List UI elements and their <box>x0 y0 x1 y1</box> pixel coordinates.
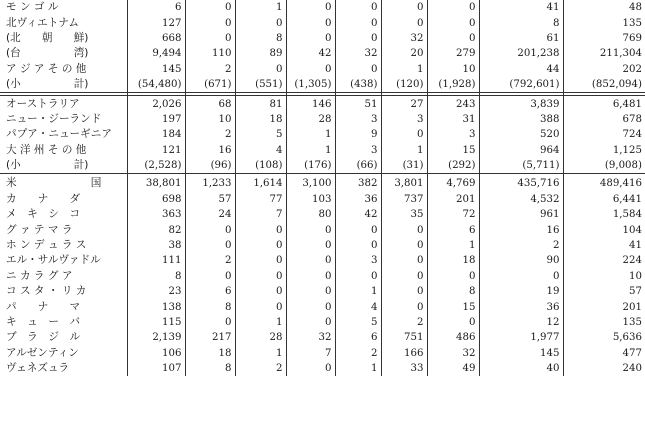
value-cell: 8 <box>185 299 235 314</box>
value-cell: 32 <box>381 31 427 46</box>
value-cell: 3 <box>381 112 427 127</box>
value-cell: 668 <box>127 31 185 46</box>
value-cell: 0 <box>381 284 427 299</box>
value-cell: 1,125 <box>563 143 645 158</box>
value-cell: 38 <box>127 238 185 253</box>
value-cell: 724 <box>563 127 645 142</box>
value-cell: (792,601) <box>479 77 563 93</box>
value-cell: 0 <box>235 62 286 77</box>
value-cell: 0 <box>381 0 427 15</box>
value-cell: 104 <box>563 222 645 237</box>
value-cell: 0 <box>286 269 335 284</box>
value-cell: 42 <box>335 207 381 222</box>
value-cell: 33 <box>381 361 427 376</box>
value-cell: 16 <box>185 143 235 158</box>
value-cell: 146 <box>286 96 335 112</box>
table-row <box>0 315 645 330</box>
row-label: キ ュ ー バ <box>6 316 81 328</box>
value-cell: 3,801 <box>381 176 427 191</box>
value-cell: 0 <box>286 253 335 268</box>
value-cell: 115 <box>127 315 185 330</box>
value-cell: 0 <box>286 238 335 253</box>
value-cell: 0 <box>381 299 427 314</box>
value-cell: 4,769 <box>427 176 479 191</box>
value-cell: 0 <box>185 269 235 284</box>
value-cell: 0 <box>381 127 427 142</box>
value-cell: 0 <box>427 315 479 330</box>
value-cell: 0 <box>381 253 427 268</box>
value-cell: 135 <box>563 15 645 30</box>
row-label: ニュー・ジーランド <box>6 112 102 125</box>
value-cell: 201 <box>427 192 479 207</box>
value-cell: 224 <box>563 253 645 268</box>
table-row <box>0 15 645 30</box>
value-cell: 0 <box>235 284 286 299</box>
value-cell: 3,100 <box>286 176 335 191</box>
value-cell: 32 <box>286 330 335 345</box>
table-row <box>0 158 645 174</box>
value-cell: (96) <box>185 158 235 174</box>
value-cell: 2,026 <box>127 96 185 112</box>
row-label: エル・サルヴァドル <box>6 254 101 267</box>
value-cell: 698 <box>127 192 185 207</box>
value-cell: 0 <box>185 15 235 30</box>
value-cell: 240 <box>563 361 645 376</box>
value-cell: (108) <box>235 158 286 174</box>
value-cell: 103 <box>286 192 335 207</box>
value-cell: (1,305) <box>286 77 335 93</box>
value-cell: 5 <box>335 315 381 330</box>
row-label: ア ジ ア そ の 他 <box>6 62 87 75</box>
value-cell: 36 <box>479 299 563 314</box>
value-cell: (176) <box>286 158 335 174</box>
value-cell: 16 <box>479 222 563 237</box>
value-cell: (292) <box>427 158 479 174</box>
value-cell: 8 <box>185 361 235 376</box>
value-cell: 3,839 <box>479 96 563 112</box>
value-cell: 10 <box>427 62 479 77</box>
value-cell: 1,977 <box>479 330 563 345</box>
value-cell: 197 <box>127 112 185 127</box>
value-cell: 0 <box>427 0 479 15</box>
value-cell: 44 <box>479 62 563 77</box>
value-cell: 15 <box>427 143 479 158</box>
value-cell: 31 <box>427 112 479 127</box>
value-cell: (54,480) <box>127 77 185 93</box>
value-cell: 35 <box>381 207 427 222</box>
value-cell: 127 <box>127 15 185 30</box>
value-cell: 0 <box>381 269 427 284</box>
value-cell: 0 <box>286 361 335 376</box>
table-row <box>0 330 645 345</box>
value-cell: 964 <box>479 143 563 158</box>
value-cell: 0 <box>335 62 381 77</box>
value-cell: (2,528) <box>127 158 185 174</box>
value-cell: 217 <box>185 330 235 345</box>
table-row <box>0 253 645 268</box>
value-cell: 41 <box>479 0 563 15</box>
value-cell: 57 <box>185 192 235 207</box>
value-cell: 10 <box>185 112 235 127</box>
value-cell: 737 <box>381 192 427 207</box>
value-cell: 1 <box>335 284 381 299</box>
value-cell: 0 <box>335 15 381 30</box>
value-cell: 388 <box>479 112 563 127</box>
value-cell: 1,614 <box>235 176 286 191</box>
value-cell: (852,094) <box>563 77 645 93</box>
value-cell: (1,928) <box>427 77 479 93</box>
value-cell: 3 <box>335 253 381 268</box>
row-label: オーストラリア <box>6 97 80 110</box>
value-cell: 0 <box>286 222 335 237</box>
value-cell: 80 <box>286 207 335 222</box>
row-label: パプア・ニューギニア <box>6 128 112 141</box>
value-cell: 15 <box>427 299 479 314</box>
value-cell: 48 <box>563 0 645 15</box>
value-cell: 1 <box>381 143 427 158</box>
row-label: ヴェネズュラ <box>6 362 70 375</box>
value-cell: 107 <box>127 361 185 376</box>
value-cell: 4 <box>235 143 286 158</box>
value-cell: 0 <box>335 0 381 15</box>
value-cell: 145 <box>479 346 563 361</box>
table-row <box>0 207 645 222</box>
value-cell: 382 <box>335 176 381 191</box>
row-label: (北 朝 鮮) <box>6 31 89 44</box>
value-cell: (66) <box>335 158 381 174</box>
value-cell: 0 <box>427 15 479 30</box>
value-cell: 0 <box>479 269 563 284</box>
value-cell: (31) <box>381 158 427 174</box>
value-cell: 7 <box>235 207 286 222</box>
value-cell: 9,494 <box>127 46 185 61</box>
value-cell: 19 <box>479 284 563 299</box>
value-cell: 135 <box>563 315 645 330</box>
table-row <box>0 143 645 158</box>
value-cell: 0 <box>286 299 335 314</box>
value-cell: 0 <box>381 238 427 253</box>
table-row <box>0 361 645 376</box>
value-cell: 0 <box>286 315 335 330</box>
value-cell: 4 <box>335 299 381 314</box>
value-cell: 111 <box>127 253 185 268</box>
value-cell: 0 <box>185 222 235 237</box>
value-cell: 8 <box>127 269 185 284</box>
value-cell: 1 <box>381 62 427 77</box>
value-cell: 0 <box>335 222 381 237</box>
value-cell: 23 <box>127 284 185 299</box>
value-cell: 0 <box>335 269 381 284</box>
value-cell: 0 <box>427 269 479 284</box>
value-cell: 486 <box>427 330 479 345</box>
value-cell: 3 <box>427 127 479 142</box>
value-cell: 751 <box>381 330 427 345</box>
value-cell: (438) <box>335 77 381 93</box>
value-cell: (120) <box>381 77 427 93</box>
table-row <box>0 127 645 142</box>
value-cell: 6,481 <box>563 96 645 112</box>
value-cell: (5,711) <box>479 158 563 174</box>
value-cell: 1 <box>335 361 381 376</box>
value-cell: 0 <box>286 0 335 15</box>
value-cell: 68 <box>185 96 235 112</box>
value-cell: 2 <box>235 361 286 376</box>
row-label: ブ ラ ジ ル <box>6 331 81 344</box>
value-cell: 145 <box>127 62 185 77</box>
value-cell: 12 <box>479 315 563 330</box>
value-cell: 42 <box>286 46 335 61</box>
value-cell: 2 <box>185 62 235 77</box>
row-label: パ ナ マ <box>6 300 81 313</box>
value-cell: 0 <box>235 15 286 30</box>
value-cell: 0 <box>235 269 286 284</box>
table-row <box>0 31 645 46</box>
value-cell: 3 <box>335 112 381 127</box>
value-cell: 1 <box>286 143 335 158</box>
value-cell: 6 <box>127 0 185 15</box>
value-cell: 1 <box>286 127 335 142</box>
row-label: グ ァ テ マ ラ <box>6 223 73 236</box>
value-cell: 57 <box>563 284 645 299</box>
row-label: コ ス タ ・ リ カ <box>6 285 87 298</box>
value-cell: 5 <box>235 127 286 142</box>
value-cell: 40 <box>479 361 563 376</box>
value-cell: 1 <box>427 238 479 253</box>
row-label: モ ン ゴ ル <box>6 1 59 14</box>
value-cell: 18 <box>427 253 479 268</box>
value-cell: 28 <box>286 112 335 127</box>
value-cell: 82 <box>127 222 185 237</box>
value-cell: 1,584 <box>563 207 645 222</box>
value-cell: 77 <box>235 192 286 207</box>
table-row <box>0 112 645 127</box>
value-cell: 0 <box>185 31 235 46</box>
value-cell: 8 <box>235 31 286 46</box>
value-cell: 6 <box>185 284 235 299</box>
value-cell: 0 <box>235 222 286 237</box>
table-row <box>0 299 645 314</box>
value-cell: 2 <box>335 346 381 361</box>
value-cell: 435,716 <box>479 176 563 191</box>
value-cell: 1 <box>235 0 286 15</box>
value-cell: 18 <box>185 346 235 361</box>
value-cell: 279 <box>427 46 479 61</box>
value-cell: 89 <box>235 46 286 61</box>
row-label: (台 湾) <box>6 47 89 60</box>
value-cell: 0 <box>185 315 235 330</box>
value-cell: 211,304 <box>563 46 645 61</box>
table-row <box>0 46 645 61</box>
table-row <box>0 346 645 361</box>
value-cell: 8 <box>479 15 563 30</box>
value-cell: 201,238 <box>479 46 563 61</box>
table-row <box>0 192 645 207</box>
row-label: (小 計) <box>6 78 89 91</box>
value-cell: 36 <box>335 192 381 207</box>
value-cell: 0 <box>381 222 427 237</box>
value-cell: 6 <box>427 222 479 237</box>
value-cell: 5,636 <box>563 330 645 345</box>
value-cell: 41 <box>563 238 645 253</box>
value-cell: 477 <box>563 346 645 361</box>
value-cell: 0 <box>335 238 381 253</box>
value-cell: 6 <box>335 330 381 345</box>
value-cell: 0 <box>381 15 427 30</box>
row-label: (小 計) <box>6 159 89 172</box>
value-cell: 363 <box>127 207 185 222</box>
table-row <box>0 77 645 93</box>
value-cell: 489,416 <box>563 176 645 191</box>
value-cell: 27 <box>381 96 427 112</box>
value-cell: 0 <box>335 31 381 46</box>
value-cell: 1 <box>235 315 286 330</box>
value-cell: 49 <box>427 361 479 376</box>
row-label: ニ カ ラ グ ア <box>6 269 73 282</box>
row-label: カ ナ ダ <box>6 192 81 205</box>
value-cell: 72 <box>427 207 479 222</box>
value-cell: 90 <box>479 253 563 268</box>
value-cell: 184 <box>127 127 185 142</box>
value-cell: 2 <box>479 238 563 253</box>
value-cell: 678 <box>563 112 645 127</box>
value-cell: (671) <box>185 77 235 93</box>
value-cell: 61 <box>479 31 563 46</box>
value-cell: 110 <box>185 46 235 61</box>
table-row <box>0 62 645 77</box>
value-cell: 166 <box>381 346 427 361</box>
value-cell: 0 <box>235 299 286 314</box>
value-cell: 0 <box>286 31 335 46</box>
value-cell: 24 <box>185 207 235 222</box>
value-cell: 0 <box>286 284 335 299</box>
value-cell: 32 <box>335 46 381 61</box>
value-cell: 0 <box>286 15 335 30</box>
table-row <box>0 284 645 299</box>
value-cell: 2,139 <box>127 330 185 345</box>
table-row <box>0 222 645 237</box>
value-cell: 138 <box>127 299 185 314</box>
table-row <box>0 0 645 15</box>
row-label: 北ヴィエトナム <box>6 16 79 29</box>
value-cell: (9,008) <box>563 158 645 174</box>
value-cell: 0 <box>235 238 286 253</box>
value-cell: 2 <box>185 127 235 142</box>
row-label: アルゼンティン <box>6 346 79 359</box>
value-cell: 9 <box>335 127 381 142</box>
value-cell: 0 <box>427 31 479 46</box>
value-cell: 20 <box>381 46 427 61</box>
value-cell: 961 <box>479 207 563 222</box>
value-cell: 2 <box>185 253 235 268</box>
value-cell: 0 <box>185 238 235 253</box>
value-cell: 28 <box>235 330 286 345</box>
value-cell: 520 <box>479 127 563 142</box>
value-cell: 1 <box>235 346 286 361</box>
value-cell: 7 <box>286 346 335 361</box>
value-cell: 10 <box>563 269 645 284</box>
table-row <box>0 96 645 112</box>
row-label: メ キ シ コ <box>6 208 81 221</box>
table-row <box>0 269 645 284</box>
table-row <box>0 176 645 191</box>
row-label: 米 国 <box>6 177 102 190</box>
value-cell: 51 <box>335 96 381 112</box>
value-cell: 0 <box>235 253 286 268</box>
value-cell: 106 <box>127 346 185 361</box>
value-cell: 243 <box>427 96 479 112</box>
value-cell: 81 <box>235 96 286 112</box>
value-cell: 121 <box>127 143 185 158</box>
value-cell: 3 <box>335 143 381 158</box>
value-cell: 0 <box>185 0 235 15</box>
value-cell: 202 <box>563 62 645 77</box>
value-cell: 18 <box>235 112 286 127</box>
value-cell: 769 <box>563 31 645 46</box>
row-label: 大 洋 州 そ の 他 <box>6 143 87 156</box>
value-cell: 38,801 <box>127 176 185 191</box>
value-cell: 2 <box>381 315 427 330</box>
value-cell: 8 <box>427 284 479 299</box>
value-cell: 1,233 <box>185 176 235 191</box>
table-row <box>0 238 645 253</box>
value-cell: 4,532 <box>479 192 563 207</box>
row-label: ホ ン デ ュ ラ ス <box>6 239 87 252</box>
value-cell: 32 <box>427 346 479 361</box>
value-cell: 0 <box>286 62 335 77</box>
value-cell: 6,441 <box>563 192 645 207</box>
value-cell: 201 <box>563 299 645 314</box>
value-cell: (551) <box>235 77 286 93</box>
